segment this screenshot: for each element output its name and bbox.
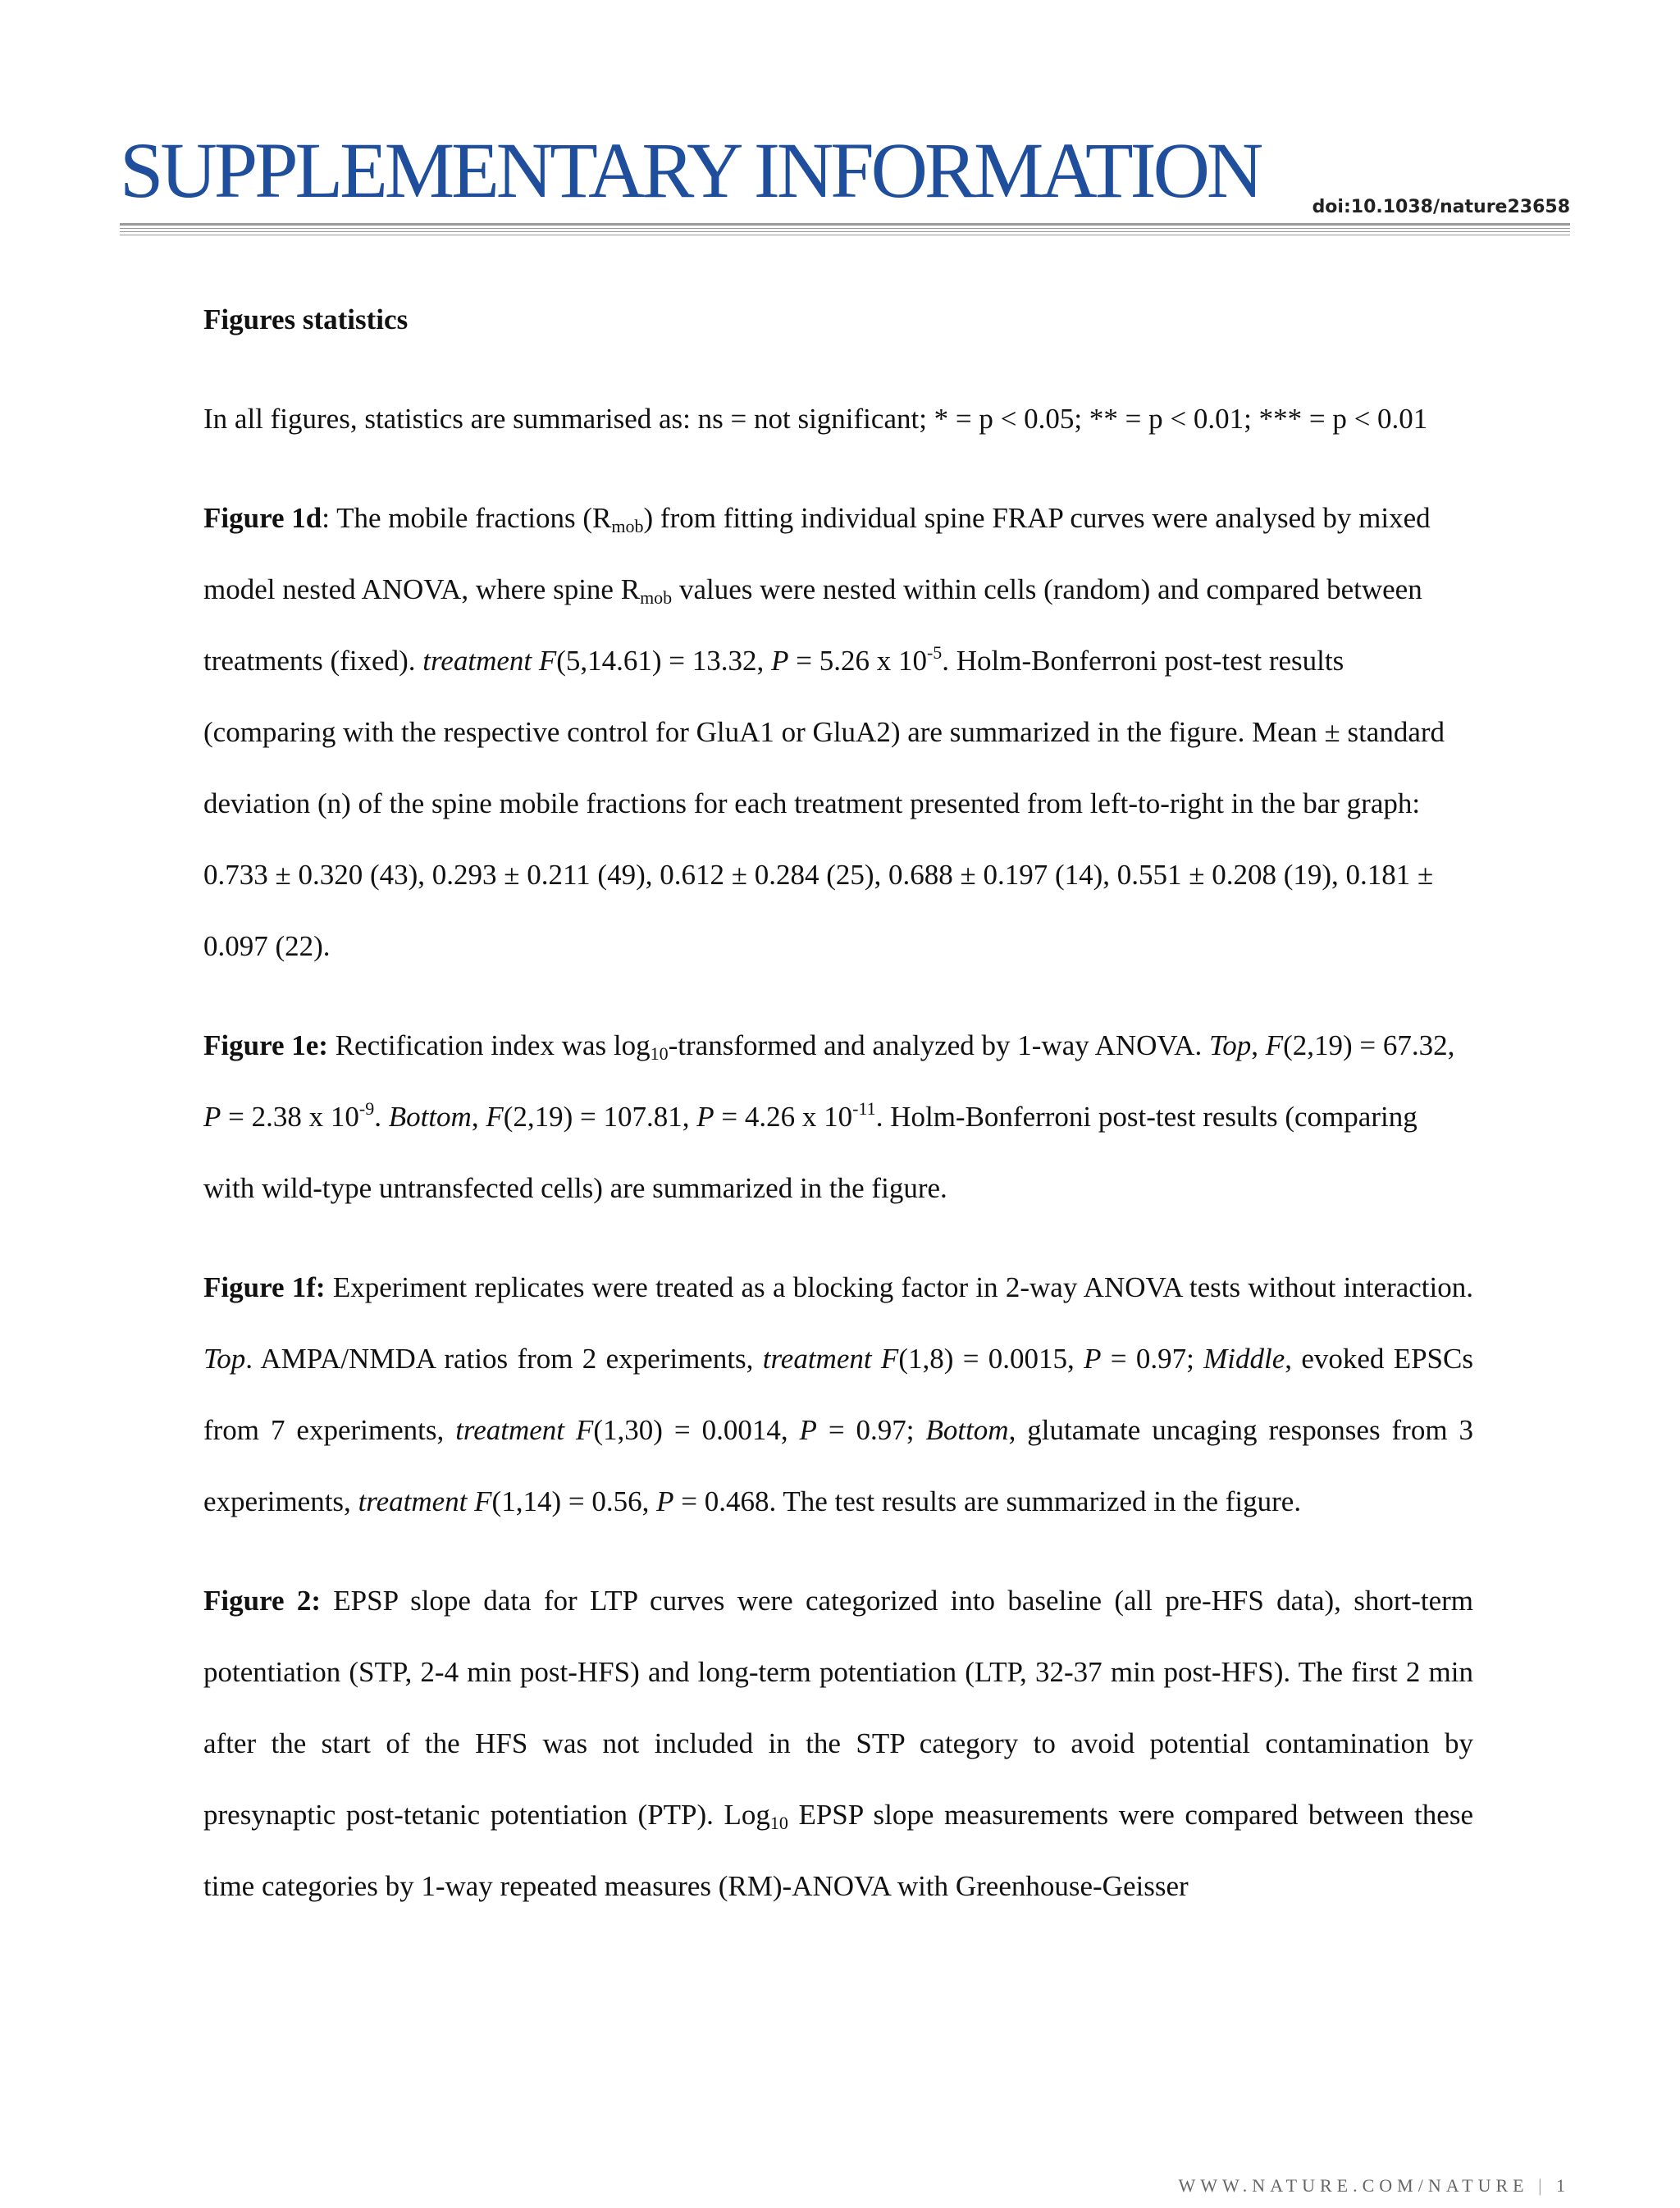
page-title: SUPPLEMENTARY INFORMATION xyxy=(120,126,1261,214)
figure-1d-paragraph: Figure 1d: The mobile fractions $(R_{mob})$ from fitting individual spine FRAP curves were analysed by mixed model nested ANOVA, where spine $R_{mob}$ values were nested within cells (random) and compared between treatments (fixed). treatment F(5,14.61) = 13.32, P = 5.26 x $10^{-5}$. Holm-Bonferroni post-test results (comparing with the respective control for GluA1 or GluA2) are summarized in the figure. Mean ± standard deviation (n) of the spine mobile fractions for each treatment presented from left-to-right in the bar graph: 0.733 ± 0.320 (43), 0.293 ± 0.211 (49), 0.612 ± 0.284 (25), 0.688 ± 0.197 (14), 0.551 ± 0.208 (19), 0.181 ± 0.097 (22). xyxy=(203,502,1445,962)
document-body xyxy=(203,284,1473,1950)
doi-label: doi:10.1038/nature23658 xyxy=(1312,197,1570,217)
page-number: 1 xyxy=(1556,2175,1570,2196)
figure-2-label: Figure 2: xyxy=(203,1585,321,1617)
figure-1f-paragraph: Figure 1f: Experiment replicates were treated as a blocking factor in 2-way ANOVA tests without interaction. Top. AMPA/NMDA ratios from 2 experiments, treatment F(1,8) = 0.0015, P = 0.97; Middle, evoked EPSCs from 7 experiments, treatment F(1,30) = 0.0014, P = 0.97; Bottom, glutamate uncaging responses from 3 experiments, treatment F(1,14) = 0.56, P = 0.468. The test results are summarized in the figure. xyxy=(203,1271,1473,1517)
figure-1e-paragraph: Figure 1e: Rectification index was $\log_{10}$-transformed and analyzed by 1-way ANOVA. Top, F(2,19) = 67.32, P = 2.38 x $10^{-9}$. Bottom, F(2,19) = 107.81, P = 4.26 x $10^{-11}$. Holm-Bonferroni post-test results (comparing with wild-type untransfected cells) are summarized in the figure. xyxy=(203,1029,1455,1204)
figure-1f-label: Figure 1f: xyxy=(203,1271,326,1303)
header-rule-3 xyxy=(120,231,1570,232)
header-rule-1 xyxy=(120,223,1570,226)
section-heading: Figures statistics xyxy=(203,303,409,335)
figure-1d-label: Figure 1d xyxy=(203,502,322,534)
header-rule-2 xyxy=(120,228,1570,229)
footer-separator: | xyxy=(1538,2175,1547,2196)
intro-paragraph: In all figures, statistics are summarised as: ns = not significant; * = p < 0.05; ** = p < 0.01; *** = p < 0.01 xyxy=(203,403,1428,435)
page-footer xyxy=(1179,2175,1570,2197)
figure-2-paragraph: Figure 2: EPSP slope data for LTP curves were categorized into baseline (all pre-HFS data), short-term potentiation (STP, 2-4 min post-HFS) and long-term potentiation (LTP, 32-37 min post-HFS). The first 2 min after the start of the HFS was not included in the STP category to avoid potential contamination by presynaptic post-tetanic potentiation (PTP). Log$_{10}$ EPSP slope measurements were compared between these time categories by 1-way repeated measures (RM)-ANOVA with Greenhouse-Geisser xyxy=(203,1585,1473,1902)
figure-1e-label: Figure 1e: xyxy=(203,1029,328,1061)
footer-site: WWW.NATURE.COM/NATURE xyxy=(1178,2175,1529,2196)
